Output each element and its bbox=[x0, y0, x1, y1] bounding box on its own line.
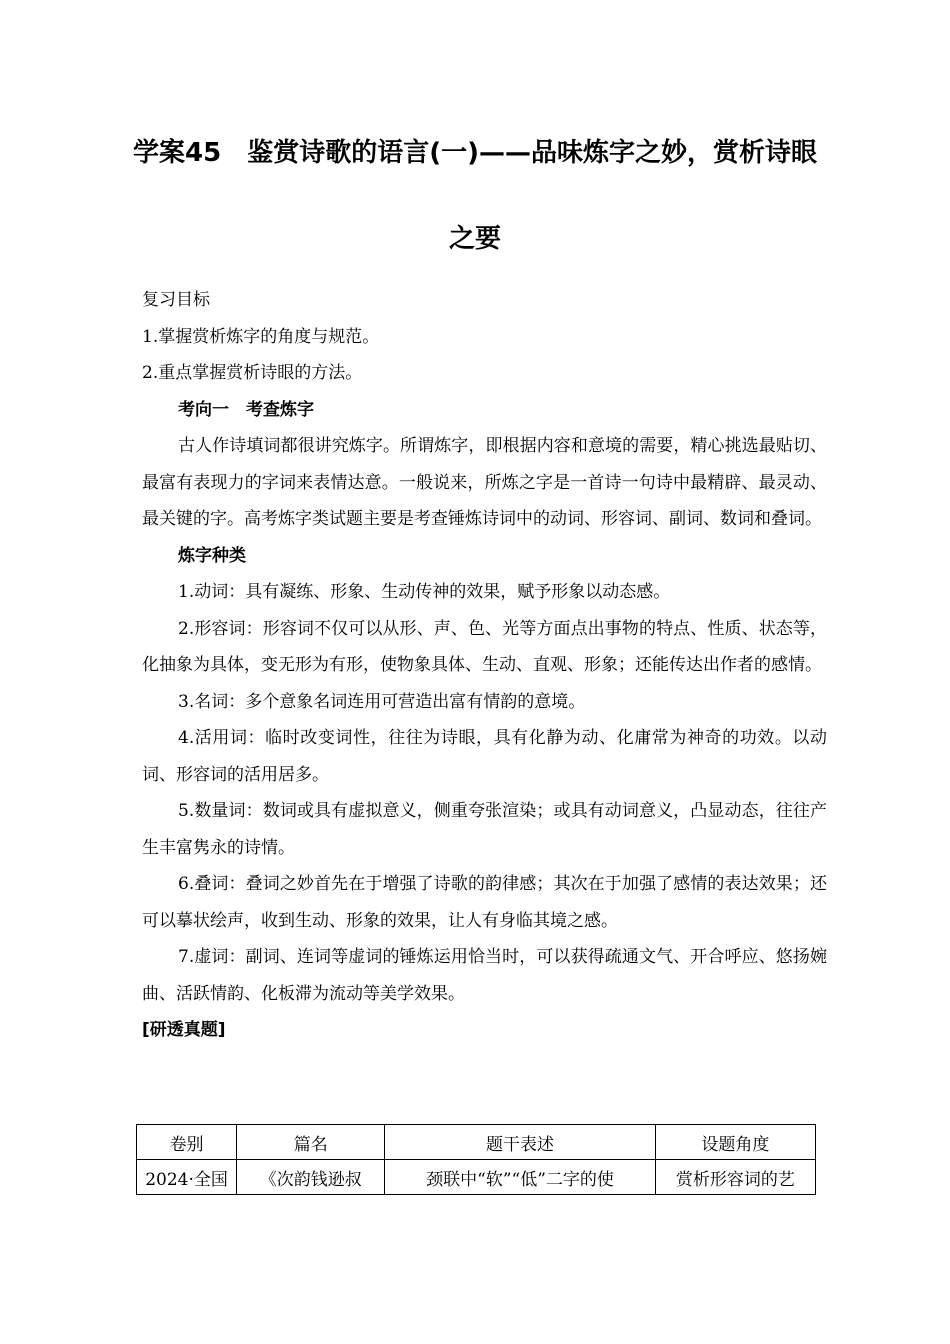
type-item-flexible: 4.活用词：临时改变词性，往往为诗眼，具有化静为动、化庸常为神奇的功效。以动词、形容词的活用居多。 bbox=[142, 728, 827, 785]
table-header-cell: 设题角度 bbox=[655, 1125, 815, 1160]
goal-item-1: 1.掌握赏析炼字的角度与规范。 bbox=[142, 326, 380, 347]
type-item-adjective: 2.形容词：形容词不仅可以从形、声、色、光等方面点出事物的特点、性质、状态等，化抽象为具体，变无形为有形，使物象具体、生动、直观、形象；还能传达出作者的感情。 bbox=[142, 618, 827, 675]
section1-heading: 考向一 考查炼字 bbox=[178, 399, 314, 420]
type-item-reduplication: 6.叠词：叠词之妙首先在于增强了诗歌的韵律感；其次在于加强了感情的表达效果；还可以摹状绘声，收到生动、形象的效果，让人有身临其境之感。 bbox=[142, 874, 827, 931]
table-row bbox=[137, 1160, 816, 1195]
document-body bbox=[142, 282, 827, 1049]
types-heading: 炼字种类 bbox=[178, 545, 246, 566]
table-header-cell: 卷别 bbox=[137, 1125, 237, 1160]
table-header-cell: 题干表述 bbox=[385, 1125, 655, 1160]
type-item-noun: 3.名词：多个意象名词连用可营造出富有情韵的意境。 bbox=[178, 691, 586, 712]
type-item-function-word: 7.虚词：副词、连词等虚词的锤炼运用恰当时，可以获得疏通文气、开合呼应、悠扬婉曲、活跃情韵、化板滞为流动等美学效果。 bbox=[142, 947, 827, 1004]
table-cell: 颈联中“软”“低”二字的使 bbox=[385, 1160, 655, 1195]
table-cell: 2024·全国 bbox=[137, 1160, 237, 1195]
table-header-cell: 篇名 bbox=[237, 1125, 385, 1160]
goals-heading: 复习目标 bbox=[142, 290, 210, 310]
table-cell: 赏析形容词的艺 bbox=[655, 1160, 815, 1195]
section1-intro: 古人作诗填词都很讲究炼字。所谓炼字，即根据内容和意境的需要，精心挑选最贴切、最富有表现力的字词来表情达意。一般说来，所炼之字是一首诗一句诗中最精辟、最灵动、最关键的字。高考炼字类试题主要是考查锤炼诗词中的动词、形容词、副词、数词和叠词。 bbox=[142, 436, 827, 529]
table-cell: 《次韵钱逊叔 bbox=[237, 1160, 385, 1195]
table-header-row bbox=[137, 1125, 816, 1160]
page-title-line1: 学案45 鉴赏诗歌的语言(一)——品味炼字之妙，赏析诗眼 bbox=[133, 138, 817, 168]
research-heading: [研透真题] bbox=[142, 1020, 226, 1040]
page-title-line2: 之要 bbox=[448, 224, 501, 254]
type-item-verb: 1.动词：具有凝练、形象、生动传神的效果，赋予形象以动态感。 bbox=[178, 582, 671, 602]
goal-item-2: 2.重点掌握赏析诗眼的方法。 bbox=[142, 363, 363, 383]
exam-table bbox=[136, 1124, 816, 1195]
type-item-numeral: 5.数量词：数词或具有虚拟意义，侧重夸张渲染；或具有动词意义，凸显动态，往往产生丰富隽永的诗情。 bbox=[142, 801, 827, 858]
